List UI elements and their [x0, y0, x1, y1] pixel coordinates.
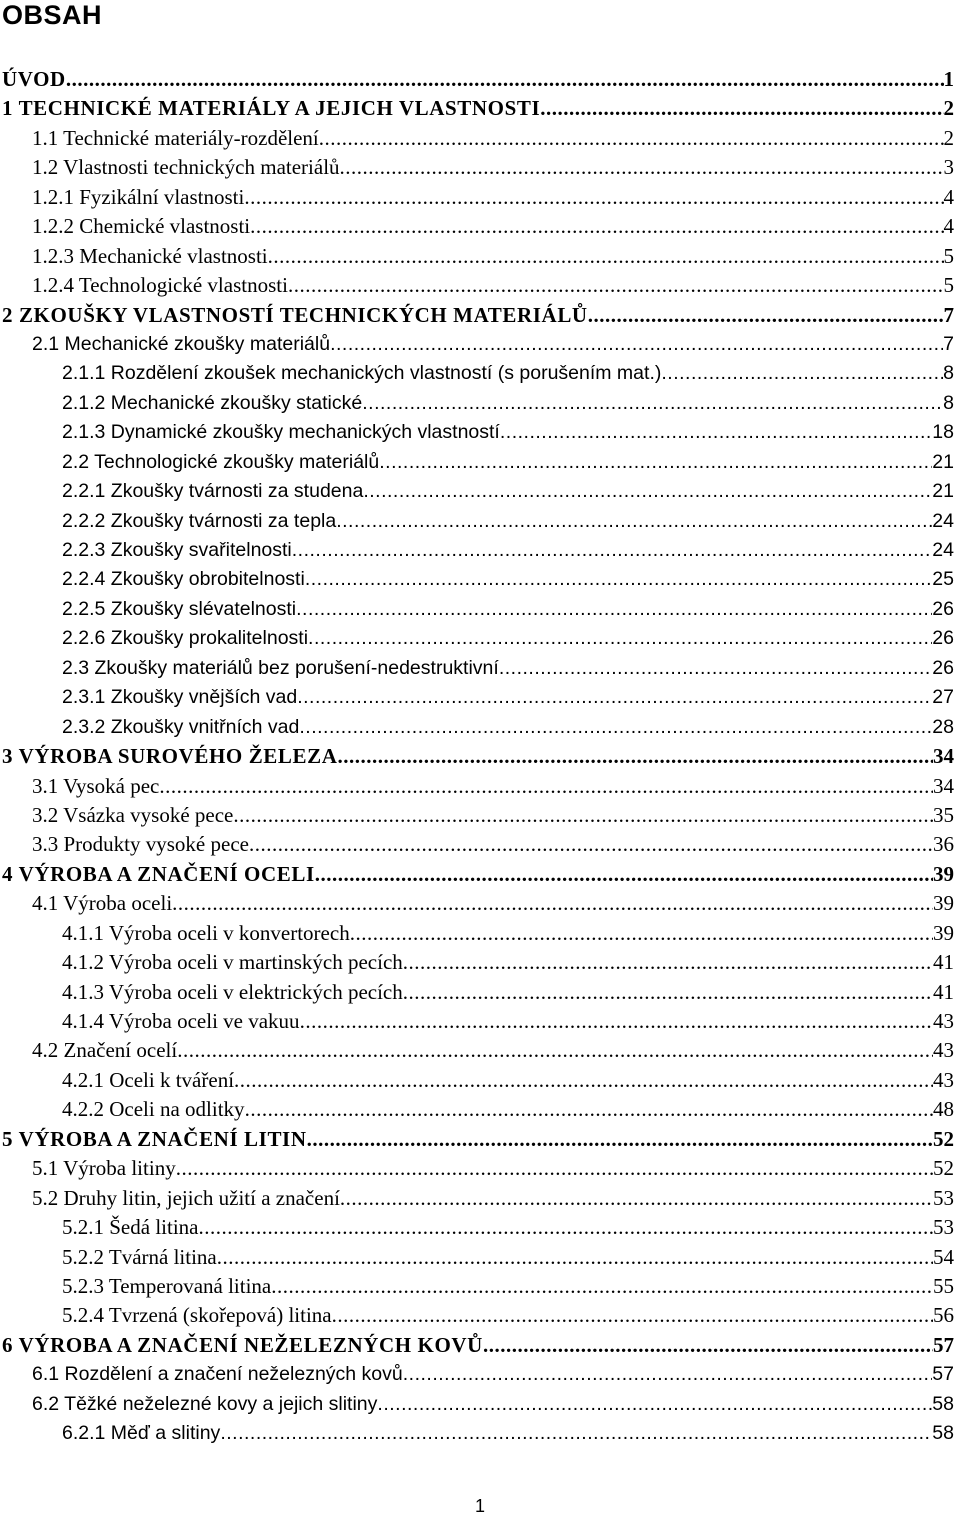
- toc-entry[interactable]: [0, 1243, 960, 1272]
- dot-leader: [250, 212, 943, 241]
- toc-entry-page: 36: [933, 832, 954, 857]
- dot-leader: [315, 860, 933, 889]
- toc-entry-title: 2 ZKOUŠKY VLASTNOSTÍ TECHNICKÝCH MATERIÁLŮ: [2, 302, 588, 327]
- dot-leader: [172, 889, 933, 918]
- toc-entry-title: 4.1.4 Výroba oceli ve vakuu: [62, 1009, 300, 1033]
- toc-entry-page: 27: [932, 686, 954, 709]
- dot-leader: [220, 1419, 932, 1448]
- toc-entry[interactable]: [0, 359, 960, 388]
- toc-entry[interactable]: [0, 536, 960, 565]
- dot-leader: [350, 919, 933, 948]
- toc-entry-title: 1 TECHNICKÉ MATERIÁLY A JEJICH VLASTNOSTI: [2, 96, 541, 121]
- toc-entry-title: 2.2.4 Zkoušky obrobitelnosti: [62, 568, 305, 591]
- dot-leader: [319, 124, 944, 153]
- toc-entry-title: 1.2.1 Fyzikální vlastnosti: [32, 184, 245, 209]
- toc-entry-title: 2.1 Mechanické zkoušky materiálů: [32, 332, 331, 355]
- dot-leader: [363, 477, 932, 506]
- toc-entry-page: 41: [933, 950, 954, 975]
- toc-entry-title: 5.2.3 Temperovaná litina: [62, 1273, 272, 1298]
- toc-entry-title: 5.2.2 Tvárná litina: [62, 1244, 217, 1269]
- dot-leader: [661, 359, 943, 388]
- toc-entry[interactable]: [0, 1066, 960, 1095]
- toc-entry[interactable]: [0, 330, 960, 359]
- toc-entry-page: 8: [943, 362, 954, 385]
- toc-entry-page: 21: [932, 450, 954, 473]
- dot-leader: [362, 389, 943, 418]
- dot-leader: [159, 772, 933, 801]
- toc-entry-title: 2.2.6 Zkoušky prokalitelnosti: [62, 627, 309, 650]
- dot-leader: [296, 595, 932, 624]
- toc-entry[interactable]: [0, 1095, 960, 1124]
- toc-entry-title: 6.2.1 Měď a slitiny: [62, 1422, 221, 1445]
- toc-entry[interactable]: [0, 1301, 960, 1330]
- dot-leader: [330, 330, 943, 359]
- dot-leader: [340, 1184, 933, 1213]
- toc-entry-title: 1.2.3 Mechanické vlastnosti: [32, 243, 268, 268]
- dot-leader: [249, 830, 933, 859]
- toc-entry-page: 8: [943, 391, 954, 414]
- dot-leader: [217, 1243, 933, 1272]
- dot-leader: [308, 624, 932, 653]
- toc-entry-title: 3 VÝROBA SUROVÉHO ŽELEZA: [2, 744, 338, 769]
- toc-entry-title: 4 VÝROBA A ZNAČENÍ OCELI: [2, 861, 315, 886]
- dot-leader: [377, 1390, 932, 1419]
- toc-entry-page: 24: [932, 539, 954, 561]
- toc-entry[interactable]: [0, 1272, 960, 1301]
- toc-entry[interactable]: [0, 860, 960, 889]
- toc-entry-title: 4.2 Značení ocelí: [32, 1038, 178, 1063]
- toc-entry-page: 5: [943, 243, 954, 268]
- toc-entry-title: 2.2.1 Zkoušky tvárnosti za studena: [62, 480, 364, 503]
- toc-entry-page: 1: [943, 67, 954, 91]
- toc-entry-title: 3.2 Vsázka vysoké pece: [32, 802, 234, 827]
- table-of-contents: [0, 65, 960, 1449]
- toc-entry-page: 54: [933, 1244, 954, 1269]
- toc-entry-title: 2.2.2 Zkoušky tvárnosti za tepla: [62, 509, 337, 532]
- toc-entry-page: 25: [932, 568, 954, 591]
- toc-entry-title: 2.2.3 Zkoušky svařitelnosti: [62, 539, 292, 561]
- toc-entry-page: 4: [943, 214, 954, 239]
- toc-entry[interactable]: [0, 271, 960, 300]
- toc-entry-title: 4.1.3 Výroba oceli v elektrických pecích: [62, 979, 403, 1004]
- toc-entry-title: 3.1 Vysoká pec: [32, 773, 160, 798]
- toc-entry-page: 34: [933, 773, 954, 798]
- toc-entry-title: 2.1.2 Mechanické zkoušky statické: [62, 391, 363, 414]
- toc-entry-page: 48: [933, 1097, 954, 1122]
- toc-entry[interactable]: [0, 507, 960, 536]
- toc-entry-page: 21: [932, 480, 954, 503]
- toc-entry-page: 57: [933, 1332, 954, 1357]
- toc-entry[interactable]: [0, 1036, 960, 1065]
- toc-entry-title: 2.3.1 Zkoušky vnějších vad: [62, 686, 298, 709]
- toc-entry-page: 43: [933, 1009, 954, 1033]
- toc-entry[interactable]: [0, 565, 960, 594]
- dot-leader: [483, 1331, 933, 1360]
- dot-leader: [500, 418, 932, 447]
- toc-entry-page: 39: [933, 861, 954, 886]
- toc-entry[interactable]: [0, 978, 960, 1007]
- toc-entry-page: 7: [943, 332, 954, 355]
- toc-entry[interactable]: [0, 389, 960, 418]
- toc-entry[interactable]: [0, 683, 960, 712]
- toc-entry-title: 6.2 Těžké neželezné kovy a jejich slitiny: [32, 1392, 378, 1415]
- toc-entry-page: 3: [943, 155, 954, 180]
- dot-leader: [403, 978, 933, 1007]
- dot-leader: [292, 536, 933, 565]
- dot-leader: [540, 94, 943, 123]
- dot-leader: [233, 801, 933, 830]
- toc-entry-title: 6.1 Rozdělení a značení neželezných kovů: [32, 1363, 403, 1386]
- toc-entry[interactable]: [0, 1125, 960, 1154]
- dot-leader: [268, 242, 944, 271]
- toc-entry[interactable]: [0, 65, 960, 94]
- dot-leader: [244, 183, 943, 212]
- toc-entry-title: 4.2.2 Oceli na odlitky: [62, 1097, 245, 1122]
- toc-entry-title: 5.2.1 Šedá litina: [62, 1215, 199, 1240]
- toc-entry[interactable]: [0, 242, 960, 271]
- page-number: 1: [474, 1496, 485, 1516]
- toc-entry-title: 2.3.2 Zkoušky vnitřních vad: [62, 715, 300, 738]
- dot-leader: [198, 1213, 933, 1242]
- toc-entry-title: ÚVOD: [2, 67, 66, 91]
- toc-entry-title: 2.2.5 Zkoušky slévatelnosti: [62, 597, 297, 620]
- toc-entry-page: 52: [933, 1156, 954, 1181]
- toc-entry-page: 55: [933, 1273, 954, 1298]
- dot-leader: [379, 448, 932, 477]
- dot-leader: [332, 1301, 933, 1330]
- toc-entry-title: 6 VÝROBA A ZNAČENÍ NEŽELEZNÝCH KOVŮ: [2, 1332, 483, 1357]
- toc-entry-page: 5: [943, 273, 954, 298]
- toc-entry[interactable]: [0, 418, 960, 447]
- toc-entry-page: 41: [933, 979, 954, 1004]
- toc-entry[interactable]: [0, 94, 960, 123]
- toc-entry-title: 2.1.1 Rozdělení zkoušek mechanických vlastností (s porušením mat.): [62, 362, 662, 385]
- dot-leader: [305, 565, 932, 594]
- toc-entry-page: 58: [932, 1392, 954, 1415]
- dot-leader: [336, 507, 932, 536]
- toc-entry[interactable]: [0, 801, 960, 830]
- toc-entry-page: 4: [943, 184, 954, 209]
- toc-entry[interactable]: [0, 889, 960, 918]
- toc-entry-page: 58: [932, 1422, 954, 1445]
- dot-leader: [588, 301, 944, 330]
- toc-entry-page: 2: [943, 125, 954, 150]
- toc-entry-page: 34: [933, 744, 954, 769]
- page-title: OBSAH: [2, 0, 103, 30]
- dot-leader: [234, 1066, 933, 1095]
- toc-entry[interactable]: [0, 1331, 960, 1360]
- toc-entry-title: 2.2 Technologické zkoušky materiálů: [62, 450, 380, 473]
- dot-leader: [271, 1272, 933, 1301]
- toc-entry-title: 5.2.4 Tvrzená (skořepová) litina: [62, 1303, 332, 1328]
- dot-leader: [403, 948, 933, 977]
- toc-entry[interactable]: [0, 301, 960, 330]
- toc-entry-page: 57: [932, 1363, 954, 1386]
- toc-entry-title: 5.1 Výroba litiny: [32, 1156, 176, 1181]
- toc-entry-title: 5.2 Druhy litin, jejich užití a značení: [32, 1185, 340, 1210]
- toc-entry-page: 18: [932, 421, 954, 444]
- toc-entry[interactable]: [0, 1007, 960, 1036]
- toc-entry-title: 1.2 Vlastnosti technických materiálů: [32, 155, 340, 180]
- toc-entry-page: 43: [933, 1038, 954, 1063]
- dot-leader: [338, 742, 933, 771]
- toc-entry[interactable]: [0, 212, 960, 241]
- toc-entry-page: 52: [933, 1126, 954, 1151]
- toc-entry[interactable]: [0, 1360, 960, 1389]
- dot-leader: [245, 1095, 933, 1124]
- dot-leader: [66, 65, 944, 94]
- toc-entry[interactable]: [0, 919, 960, 948]
- dot-leader: [177, 1036, 933, 1065]
- toc-entry[interactable]: [0, 830, 960, 859]
- toc-entry-title: 4.1 Výroba oceli: [32, 891, 173, 916]
- toc-entry[interactable]: [0, 654, 960, 683]
- toc-entry-title: 4.1.2 Výroba oceli v martinských pecích: [62, 950, 403, 975]
- toc-entry-title: 2.1.3 Dynamické zkoušky mechanických vlastností: [62, 421, 500, 444]
- toc-entry[interactable]: [0, 183, 960, 212]
- dot-leader: [403, 1360, 933, 1389]
- dot-leader: [297, 683, 932, 712]
- toc-entry-title: 2.3 Zkoušky materiálů bez porušení-nedestruktivní: [62, 656, 499, 679]
- toc-entry-page: 26: [932, 597, 954, 620]
- toc-entry-title: 1.2.4 Technologické vlastnosti: [32, 273, 288, 298]
- dot-leader: [499, 654, 932, 683]
- toc-entry[interactable]: [0, 477, 960, 506]
- dot-leader: [288, 271, 944, 300]
- toc-entry[interactable]: [0, 1184, 960, 1213]
- toc-entry[interactable]: [0, 742, 960, 771]
- toc-entry[interactable]: [0, 448, 960, 477]
- dot-leader: [307, 1125, 933, 1154]
- toc-entry-page: 43: [933, 1067, 954, 1092]
- toc-entry-page: 26: [932, 656, 954, 679]
- toc-entry-page: 26: [932, 627, 954, 650]
- toc-entry-title: 1.1 Technické materiály-rozdělení: [32, 125, 319, 150]
- toc-entry-page: 39: [933, 920, 954, 945]
- toc-entry-page: 2: [943, 96, 954, 121]
- toc-entry[interactable]: [0, 153, 960, 182]
- toc-entry[interactable]: [0, 1154, 960, 1183]
- toc-entry-page: 39: [933, 891, 954, 916]
- toc-entry-title: 5 VÝROBA A ZNAČENÍ LITIN: [2, 1126, 307, 1151]
- toc-entry[interactable]: [0, 1390, 960, 1419]
- toc-entry-page: 35: [933, 802, 954, 827]
- toc-entry[interactable]: [0, 1213, 960, 1242]
- dot-leader: [299, 713, 932, 742]
- dot-leader: [340, 153, 944, 182]
- toc-entry[interactable]: [0, 124, 960, 153]
- toc-entry[interactable]: [0, 595, 960, 624]
- toc-entry[interactable]: [0, 713, 960, 742]
- toc-entry[interactable]: [0, 624, 960, 653]
- toc-entry-page: 24: [932, 509, 954, 532]
- toc-entry[interactable]: [0, 772, 960, 801]
- toc-entry-title: 4.2.1 Oceli k tváření: [62, 1067, 235, 1092]
- toc-entry-page: 53: [933, 1185, 954, 1210]
- toc-entry[interactable]: [0, 948, 960, 977]
- toc-entry-page: 7: [943, 302, 954, 327]
- toc-entry-page: 28: [932, 715, 954, 738]
- toc-entry-title: 4.1.1 Výroba oceli v konvertorech: [62, 920, 350, 945]
- toc-entry-title: 3.3 Produkty vysoké pece: [32, 832, 249, 857]
- toc-entry[interactable]: [0, 1419, 960, 1448]
- dot-leader: [176, 1154, 933, 1183]
- toc-entry-page: 53: [933, 1215, 954, 1240]
- toc-entry-title: 1.2.2 Chemické vlastnosti: [32, 214, 251, 239]
- toc-entry-page: 56: [933, 1303, 954, 1328]
- dot-leader: [300, 1007, 933, 1036]
